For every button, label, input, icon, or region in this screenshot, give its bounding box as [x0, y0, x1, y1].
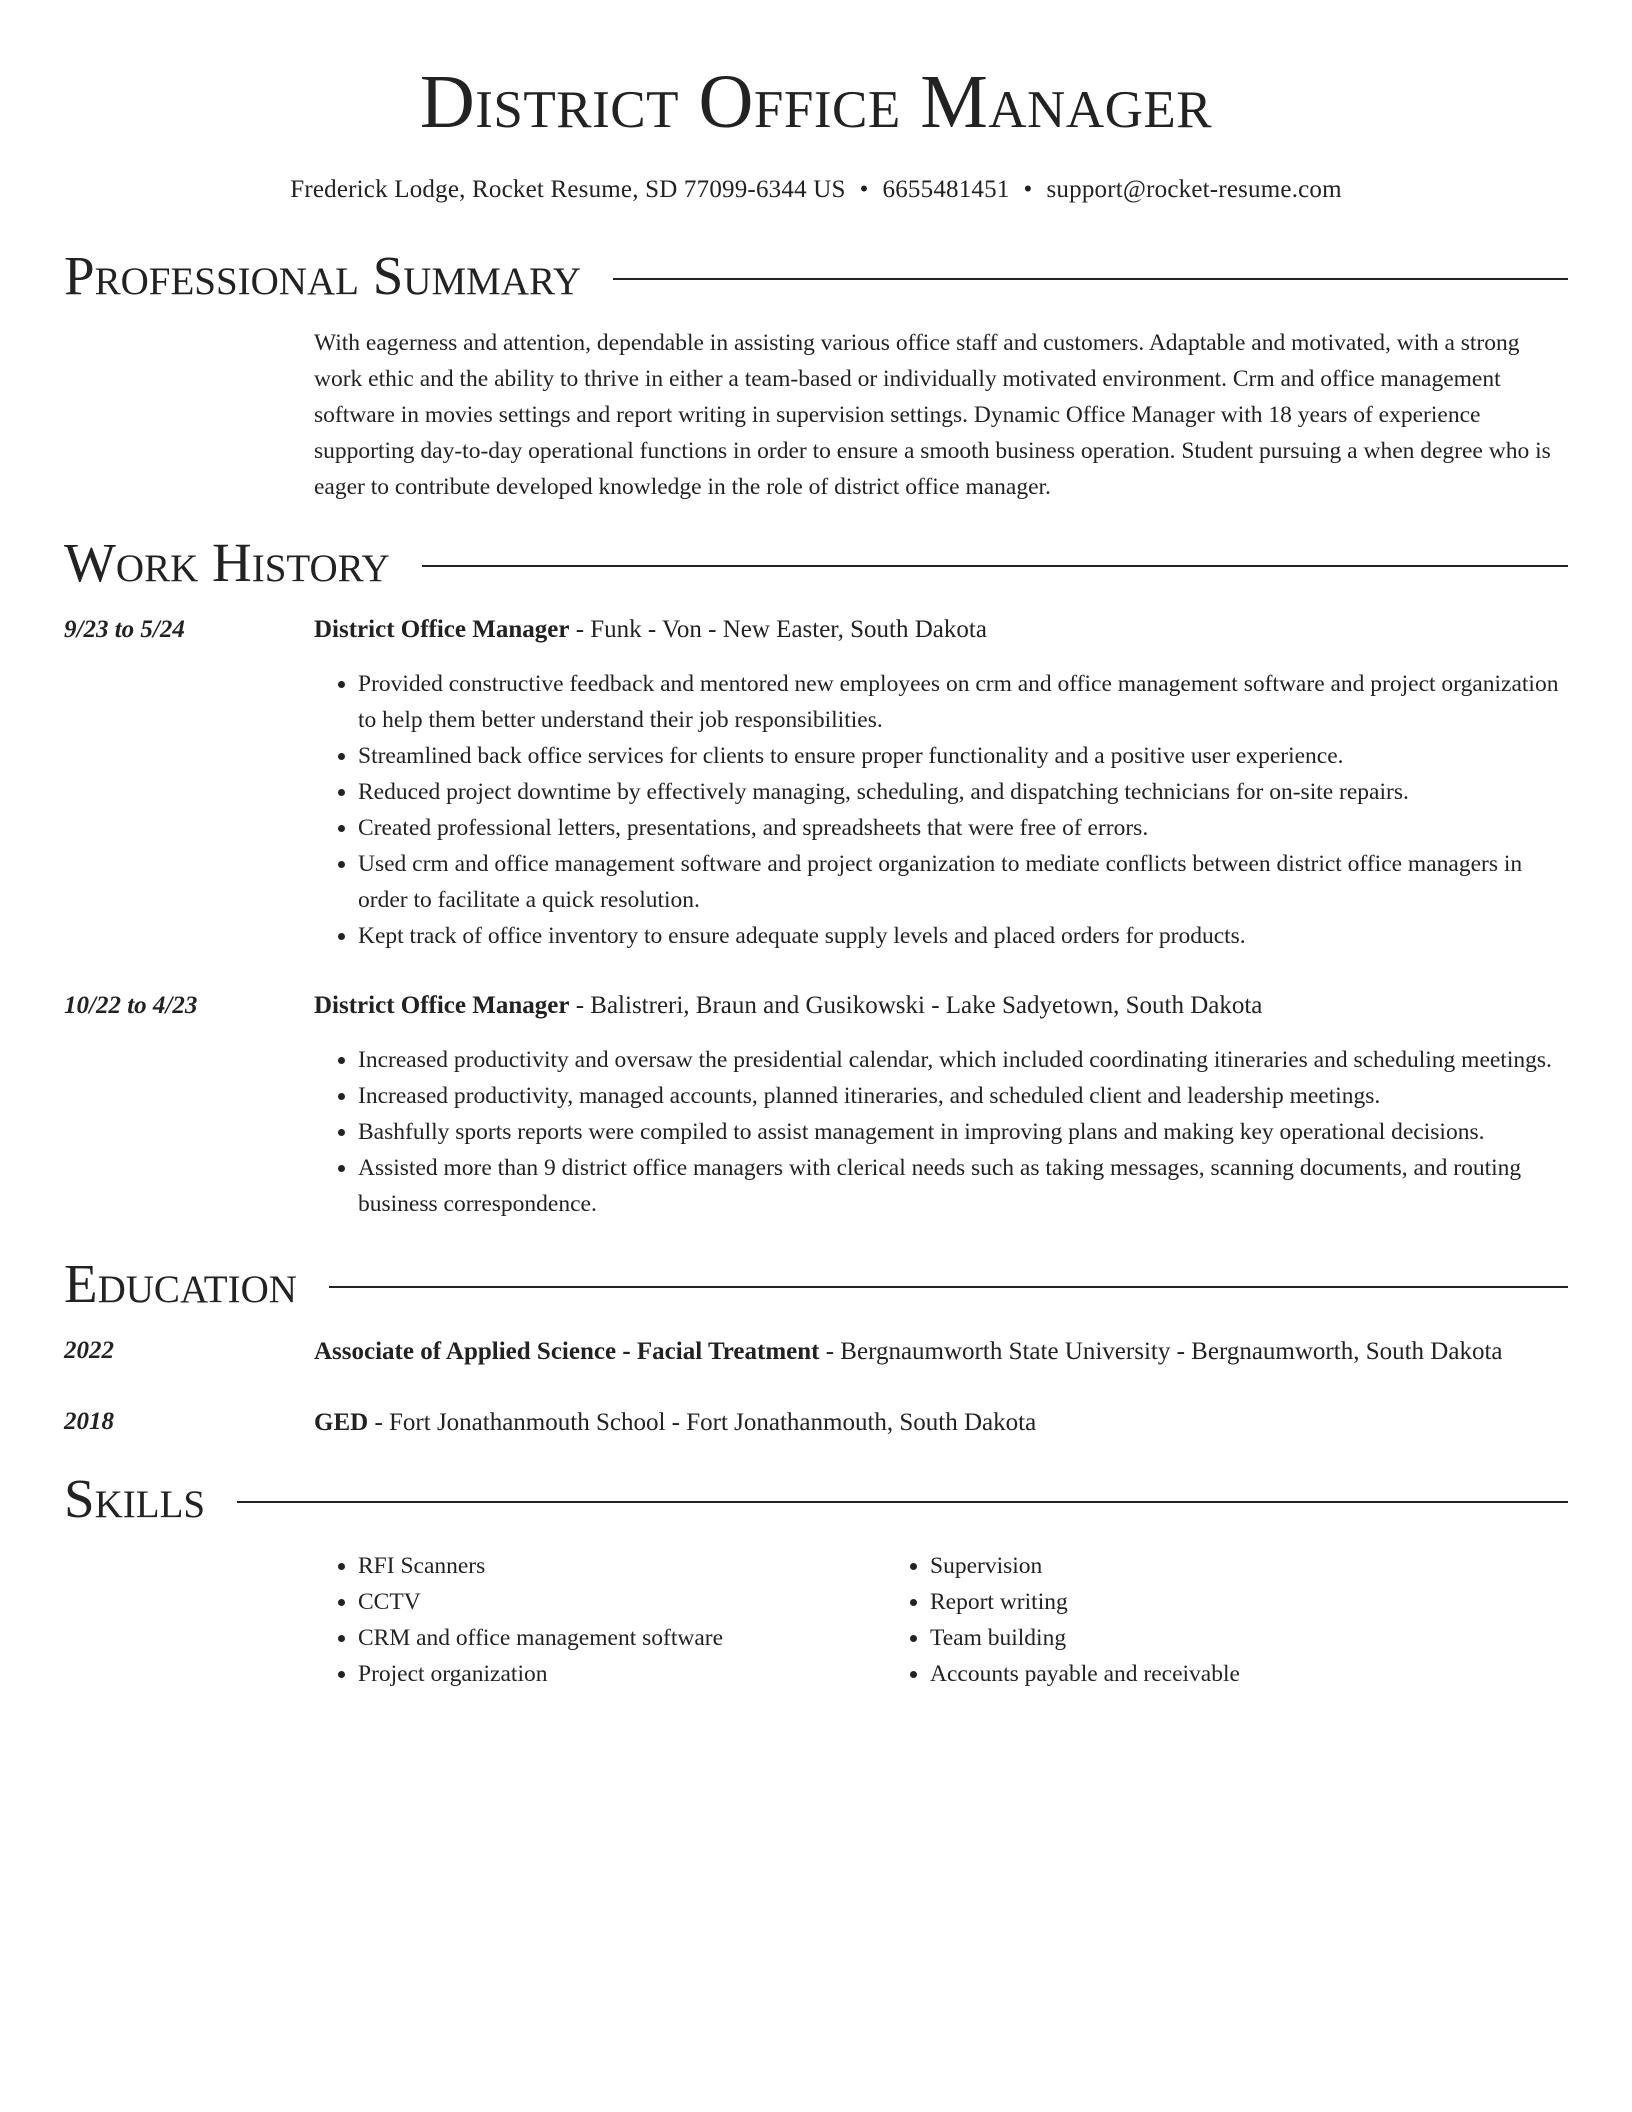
skill-item: • Supervision [930, 1548, 1568, 1584]
skill-item: • Report writing [930, 1584, 1568, 1620]
skills-list-left [314, 1548, 886, 1692]
job-bullet: • Created professional letters, presentations, and spreadsheets that were free of errors. [358, 810, 1568, 846]
skill-item: • CCTV [358, 1584, 886, 1620]
skills-columns [314, 1548, 1568, 1692]
education-section-header [64, 1253, 1568, 1314]
education-degree: GED [314, 1409, 369, 1436]
job-bullet-list [314, 666, 1568, 954]
job-details: - Funk - Von - New Easter, South Dakota [569, 616, 987, 643]
contact-separator: • [1023, 176, 1033, 203]
job-details: - Balistreri, Braun and Gusikowski - Lake Sadyetown, South Dakota [569, 992, 1263, 1019]
section-divider [237, 1501, 1568, 1503]
education-entry [64, 1333, 1568, 1370]
job-body [314, 612, 1568, 954]
job-body [314, 988, 1568, 1222]
job-entry [64, 612, 1568, 954]
section-divider [329, 1286, 1568, 1288]
education-body [314, 1404, 1568, 1441]
contact-line [64, 176, 1568, 204]
job-dates: 10/22 to 4/23 [64, 992, 198, 1019]
summary-text: With eagerness and attention, dependable in assisting various office staff and customers. Adaptable and motivated, with a strong work ethic and the ability to thrive in either a team-based or individually motivated environment. Crm and office management software in movies settings and report writing in supervision settings. Dynamic Office Manager with 18 years of experience supporting day-to-day operational functions in order to ensure a smooth business operation. Student pursuing a when degree who is eager to contribute developed knowledge in the role of district office manager. [314, 330, 1551, 500]
job-entry [64, 988, 1568, 1222]
education-year: 2018 [64, 1408, 114, 1435]
job-bullet: • Bashfully sports reports were compiled to assist management in improving plans and making key operational decisions. [358, 1114, 1568, 1150]
contact-separator: • [859, 176, 869, 203]
job-bullet: • Assisted more than 9 district office managers with clerical needs such as taking messages, scanning documents, and routing business correspondence. [358, 1150, 1568, 1222]
education-degree: Associate of Applied Science - Facial Treatment [314, 1338, 820, 1365]
contact-phone: 6655481451 [882, 176, 1010, 203]
education-details: - Bergnaumworth State University - Bergnaumworth, South Dakota [819, 1338, 1503, 1365]
skill-item: • Accounts payable and receivable [930, 1656, 1568, 1692]
job-dates: 9/23 to 5/24 [64, 616, 185, 643]
education-body [314, 1333, 1568, 1370]
job-bullet: • Reduced project downtime by effectively managing, scheduling, and dispatching technicians for on-site repairs. [358, 774, 1568, 810]
summary-row [64, 325, 1568, 505]
job-bullet: • Increased productivity, managed accounts, planned itineraries, and scheduled client and leadership meetings. [358, 1078, 1568, 1114]
work-heading: Work History [64, 532, 390, 593]
skills-row [64, 1548, 1568, 1692]
job-title: District Office Manager [314, 616, 570, 643]
resume-name-title: District Office Manager [419, 60, 1213, 144]
job-bullet: • Kept track of office inventory to ensure adequate supply levels and placed orders for products. [358, 918, 1568, 954]
skill-item: • Team building [930, 1620, 1568, 1656]
section-divider [613, 278, 1568, 280]
job-bullet: • Used crm and office management software and project organization to mediate conflicts between district office managers in order to facilitate a quick resolution. [358, 846, 1568, 918]
skills-heading: Skills [64, 1468, 206, 1529]
job-bullet: • Streamlined back office services for clients to ensure proper functionality and a positive user experience. [358, 738, 1568, 774]
job-bullet: • Increased productivity and oversaw the presidential calendar, which included coordinating itineraries and scheduling meetings. [358, 1042, 1568, 1078]
summary-heading: Professional Summary [64, 245, 582, 306]
job-bullet-list [314, 1042, 1568, 1222]
skill-item: • CRM and office management software [358, 1620, 886, 1656]
section-divider [422, 565, 1568, 567]
skills-list-right [886, 1548, 1568, 1692]
education-entry [64, 1404, 1568, 1441]
education-year: 2022 [64, 1337, 114, 1364]
skill-item: • RFI Scanners [358, 1548, 886, 1584]
contact-email: support@rocket-resume.com [1046, 176, 1342, 203]
work-section-header [64, 532, 1568, 593]
skill-item: • Project organization [358, 1656, 886, 1692]
education-details: - Fort Jonathanmouth School - Fort Jonathanmouth, South Dakota [368, 1409, 1037, 1436]
contact-address: Frederick Lodge, Rocket Resume, SD 77099-6344 US [290, 176, 846, 203]
summary-section-header [64, 245, 1568, 306]
job-title-line [314, 612, 1568, 648]
job-title-line [314, 988, 1568, 1024]
job-bullet: • Provided constructive feedback and mentored new employees on crm and office management software and project organization to help them better understand their job responsibilities. [358, 666, 1568, 738]
skills-section-header [64, 1468, 1568, 1529]
education-heading: Education [64, 1253, 297, 1314]
job-title: District Office Manager [314, 992, 570, 1019]
